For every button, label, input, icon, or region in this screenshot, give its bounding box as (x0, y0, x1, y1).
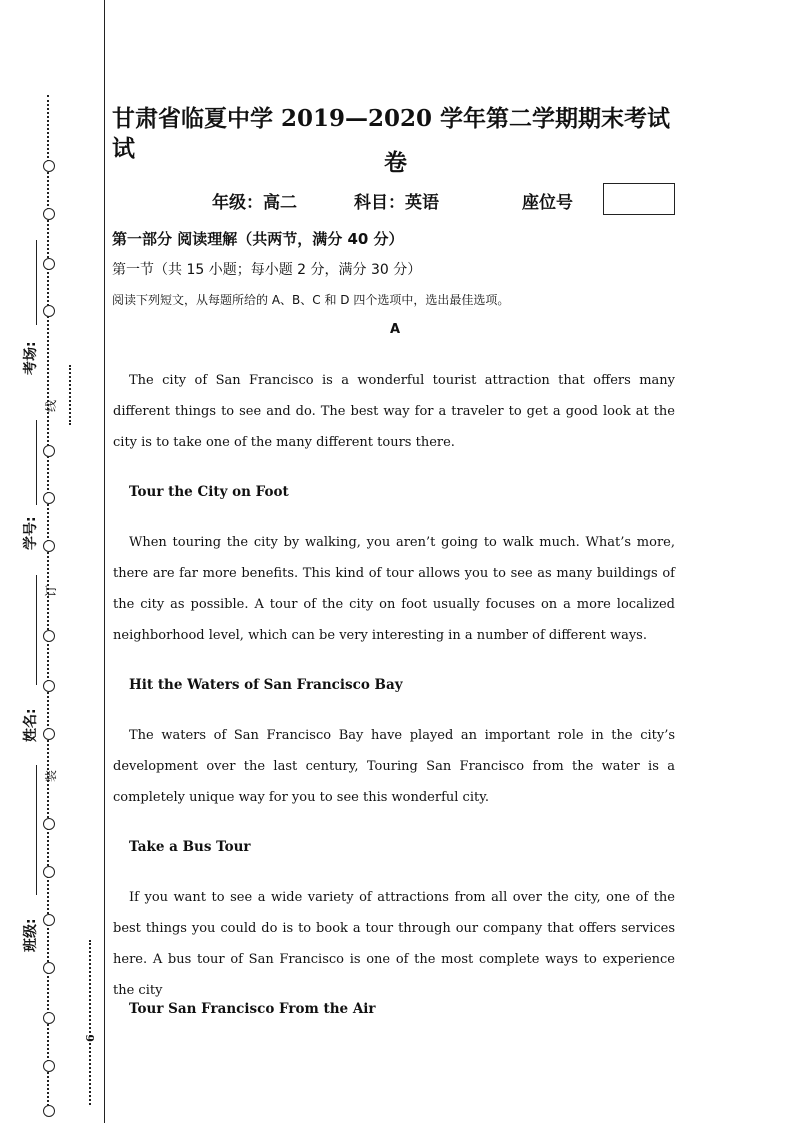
passage-heading-4: Tour San Francisco From the Air (129, 1001, 376, 1017)
binding-margin-line (104, 0, 105, 1123)
binding-hole (43, 305, 55, 317)
name-label: 姓名: (23, 708, 39, 742)
binding-dotted-line (47, 95, 49, 1110)
section-heading: 第一节（共 15 小题；每小题 2 分，满分 30 分） (112, 262, 422, 278)
cut-mark-bind: 装 (44, 769, 58, 782)
passage-intro: The city of San Francisco is a wonderful tourist attraction that offers many different things to see and do. The best way for a traveler to get a good look at the city is to take one of the many different tours there. (113, 373, 675, 450)
fill-line (36, 420, 37, 505)
binding-hole (43, 866, 55, 878)
exam-title-tail: 卷 (384, 149, 407, 176)
seat-label: 座位号 (522, 193, 573, 213)
page-number: 6 (84, 1034, 97, 1042)
exam-title: 甘肃省临夏中学 2019—2020 学年第二学期期末考试试 (112, 105, 671, 162)
fill-line (36, 240, 37, 325)
passage-paragraph-1: When touring the city by walking, you aren’t going to walk much. What’s more, there are far more benefits. This kind of tour allows you to see as many buildings of the city as possible. A tour of the city on foot usually focuses on a more localized neighborhood level, which can be very interesting in a number of different ways. (113, 535, 675, 643)
grade-info: 年级：高二 (212, 193, 297, 213)
passage-paragraph-2: The waters of San Francisco Bay have played an important role in the city’s development over the last century, Touring San Francisco from the water is a completely unique way for you to see this wonderful city. (113, 728, 675, 805)
binding-hole (43, 818, 55, 830)
exam-room-label: 考场: (23, 341, 39, 375)
binding-hole (43, 208, 55, 220)
binding-hole (43, 258, 55, 270)
cut-mark-line: 线 (44, 399, 58, 412)
binding-hole (43, 492, 55, 504)
instruction-text: 阅读下列短文，从每题所给的 A、B、C 和 D 四个选项中，选出最佳选项。 (112, 293, 510, 307)
binding-hole (43, 630, 55, 642)
binding-dotted-segment (69, 365, 71, 425)
binding-hole (43, 1060, 55, 1072)
binding-hole (43, 160, 55, 172)
seat-number-box[interactable] (603, 183, 675, 215)
binding-dotted-segment (89, 940, 91, 1105)
passage-label: A (390, 322, 401, 337)
fill-line (36, 575, 37, 685)
passage-heading-2: Hit the Waters of San Francisco Bay (129, 677, 403, 693)
subject-info: 科目：英语 (354, 193, 439, 213)
fill-line (36, 765, 37, 895)
binding-hole (43, 1105, 55, 1117)
binding-hole (43, 680, 55, 692)
binding-hole (43, 445, 55, 457)
passage-paragraph-3: If you want to see a wide variety of attractions from all over the city, one of the best things you could do is to book a tour through our company that offers services here. A bus tour of San Francisco is one of the most complete ways to experience the city (113, 890, 675, 998)
binding-hole (43, 914, 55, 926)
part-heading: 第一部分 阅读理解（共两节，满分 40 分） (112, 230, 404, 248)
binding-hole (43, 1012, 55, 1024)
student-id-label: 学号: (23, 516, 39, 550)
binding-hole (43, 540, 55, 552)
passage-heading-1: Tour the City on Foot (129, 484, 289, 500)
binding-hole (43, 728, 55, 740)
passage-heading-3: Take a Bus Tour (129, 839, 251, 855)
binding-hole (43, 962, 55, 974)
class-label: 班级: (23, 918, 39, 952)
cut-mark-staple: 订 (44, 584, 58, 597)
